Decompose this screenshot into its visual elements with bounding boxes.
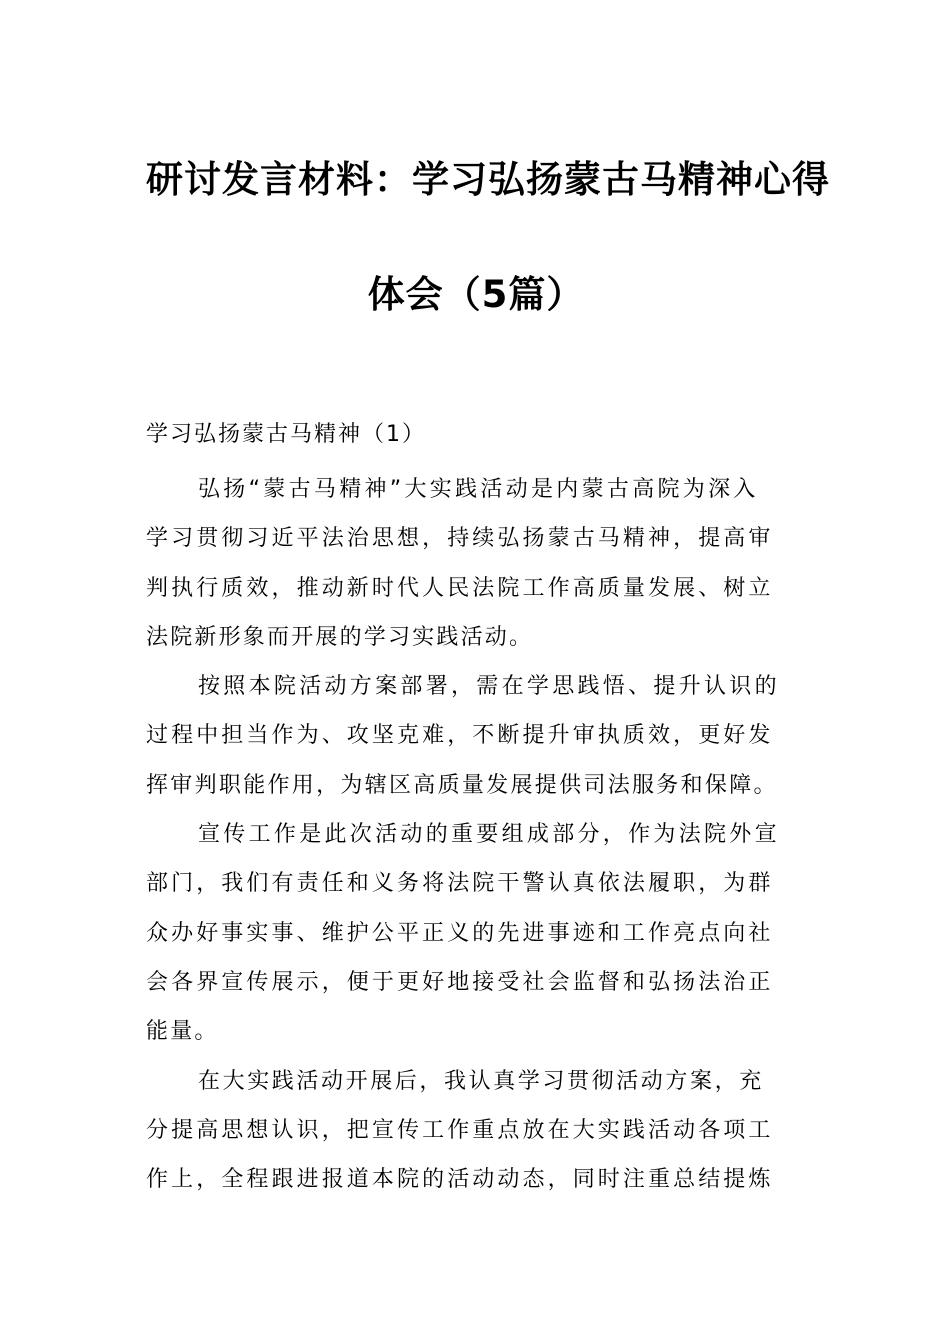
paragraph-line: 分提高思想认识，把宣传工作重点放在大实践活动各项工	[146, 1117, 774, 1143]
paragraph-line: 宣传工作是此次活动的重要组成部分，作为法院外宣	[198, 822, 780, 848]
paragraph-line: 按照本院活动方案部署，需在学思践悟、提升认识的	[198, 674, 780, 700]
paragraph-line: 过程中担当作为、攻坚克难，不断提升审执质效，更好发	[146, 723, 774, 749]
paragraph-line: 判执行质效，推动新时代人民法院工作高质量发展、树立	[146, 575, 774, 601]
paragraph-line: 部门，我们有责任和义务将法院干警认真依法履职，为群	[146, 871, 774, 897]
document-body	[146, 465, 806, 1204]
document-title-line-1: 研讨发言材料：学习弘扬蒙古马精神心得	[146, 158, 830, 201]
paragraph-line: 在大实践活动开展后，我认真学习贯彻活动方案，充	[198, 1068, 764, 1094]
paragraph-line: 作上，全程跟进报道本院的活动动态，同时注重总结提炼	[146, 1167, 774, 1193]
paragraph-line: 会各界宣传展示，便于更好地接受社会监督和弘扬法治正	[146, 969, 774, 995]
paragraph-line: 挥审判职能作用，为辖区高质量发展提供司法服务和保障。	[146, 772, 778, 798]
paragraph-line: 能量。	[146, 1019, 219, 1045]
paragraph-line: 众办好事实事、维护公平正义的先进事迹和工作亮点向社	[146, 920, 774, 946]
paragraph-line: 弘扬“蒙古马精神”大实践活动是内蒙古高院为深入	[198, 477, 759, 502]
document-title-line-2: 体会（5篇）	[367, 273, 585, 316]
paragraph-line: 法院新形象而开展的学习实践活动。	[146, 624, 534, 650]
section-heading: 学习弘扬蒙古马精神（1）	[146, 422, 426, 447]
paragraph-line: 学习贯彻习近平法治思想，持续弘扬蒙古马精神，提高审	[146, 526, 774, 552]
